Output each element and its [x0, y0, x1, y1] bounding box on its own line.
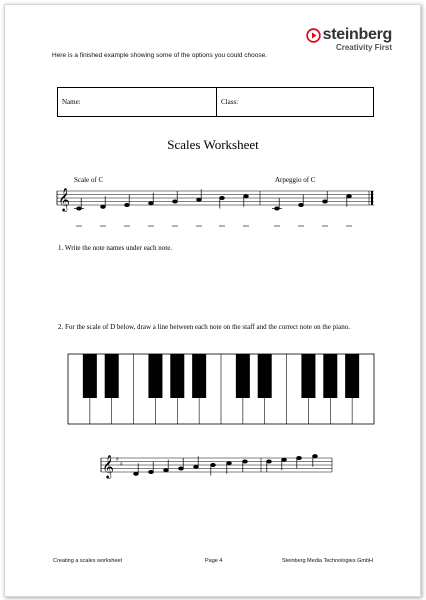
logo-tagline: Creativity First [335, 43, 392, 52]
scale-label: Scale of C [74, 176, 104, 184]
intro-text: Here is a finished example showing some of the options you could choose. [52, 52, 267, 59]
logo-name: steinberg [322, 26, 392, 43]
footer-left: Creating a scales worksheet [53, 558, 123, 564]
treble-clef-icon: 𝄞 [58, 187, 70, 211]
question-1: 1. Write the note names under each note. [58, 244, 173, 252]
footer-right: Steinberg Media Technologies GmbH [281, 558, 373, 564]
sharp-c-icon: ♯ [120, 461, 123, 468]
question-2: 2. For the scale of D below, draw a line between each note on the staff and the correct note on the piano. [58, 323, 350, 331]
worksheet-title: Scales Worksheet [167, 137, 259, 152]
treble-clef-icon: 𝄞 [102, 454, 114, 478]
footer-page: Page 4 [205, 558, 223, 564]
arpeggio-label: Arpeggio of C [275, 176, 316, 184]
class-field[interactable]: Class: [221, 98, 239, 106]
name-field[interactable]: Name: [58, 88, 217, 116]
sharp-f-icon: ♯ [116, 456, 119, 463]
